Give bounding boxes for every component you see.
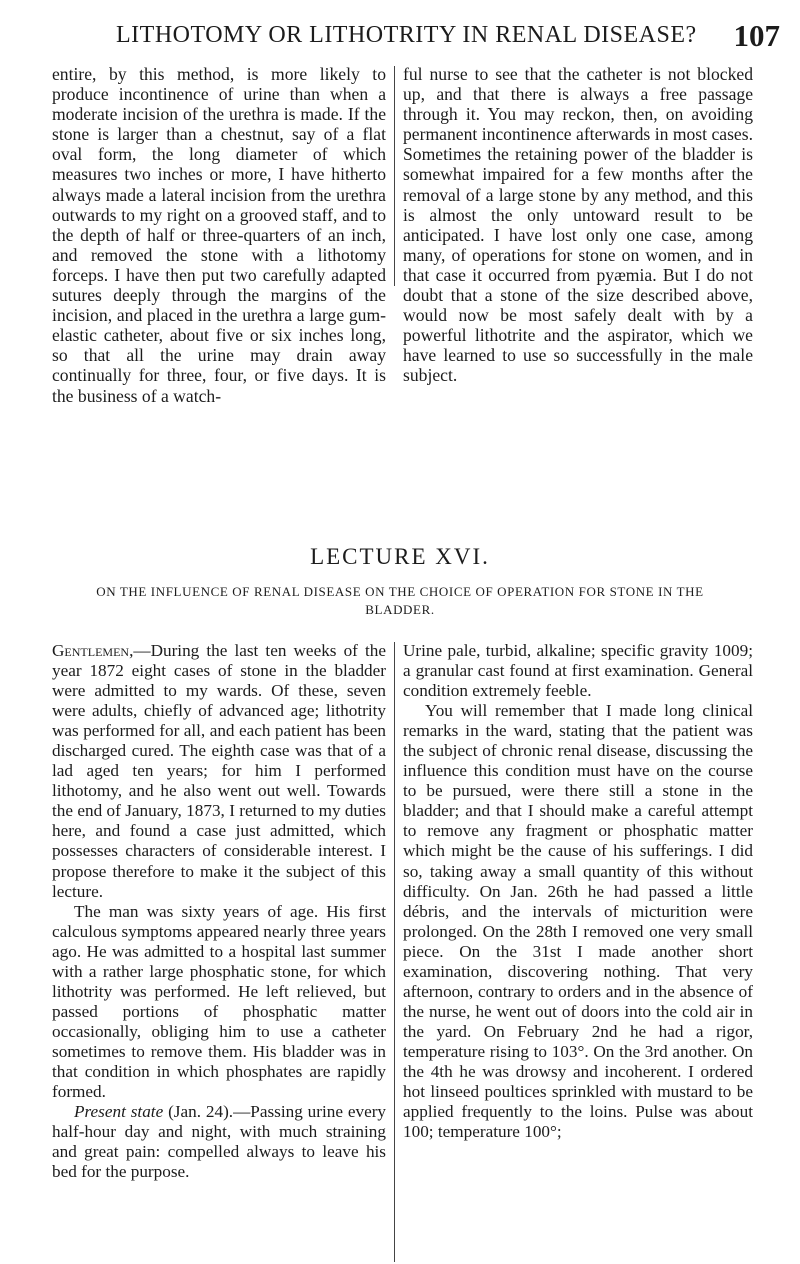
paragraph: ful nurse to see that the catheter is not blocked up, and that there is always a free passage through it. You may reckon, then, on avoiding permanent incontinence afterwards in most cases. Sometimes the retaining power of the bladder is somewhat impaired for a few months after the removal of a large stone by any method, and this is almost the only untoward result to be anticipated. I have lost only one case, among many, of operations for stone on women, and in that case it occurred from pyæmia. But I do not doubt that a stone of the size described above, would now be most safely dealt with by a powerful lithotrite and the aspirator, which we have learned to use so successfully in the male subject.: [403, 64, 753, 386]
running-title: LITHOTOMY OR LITHOTRITY IN RENAL DISEASE?: [116, 22, 697, 48]
paragraph: The man was sixty years of age. His first calculous symptoms appeared nearly three years ago. He was admitted to a hospital last summer with a rather large phosphatic stone, for which lithotrity was performed. He left relieved, but passed portions of phosphatic matter occasionally, obliging him to use a catheter sometimes to remove them. His bladder was in that condition in which phosphates are rapidly formed.: [52, 901, 386, 1102]
lecture-subtitle: ON THE INFLUENCE OF RENAL DISEASE ON THE CHOICE OF OPERATION FOR STONE IN THE BLADDER.: [96, 584, 704, 617]
paragraph: You will remember that I made long clinical remarks in the ward, stating that the patient was the subject of chronic renal disease, discussing the influence this condition must have on the course to be pursued, were there still a stone in the bladder; and that I should make a careful attempt to remove any fragment or phosphatic matter which might be the cause of his sufferings. I did so, taking away a small quantity of this without difficulty. On Jan. 26th he had passed a little débris, and the intervals of micturition were prolonged. On the 28th I removed one very small piece. On the 31st I made another short examination, discovering nothing. That very afternoon, contrary to orders and in the absence of the nurse, he went out of doors into the cold air in the yard. On February 2nd he had a rigor, temperature rising to 103°. On the 3rd another. On the 4th he was drowsy and incoherent. I ordered hot linseed poultices sprinkled with mustard to be applied frequently to the loins. Pulse was about 100; temperature 100°;: [403, 701, 753, 1142]
paragraph: Urine pale, turbid, alkaline; specific gravity 1009; a granular cast found at first examination. General condition extremely feeble.: [403, 641, 753, 701]
top-right-column: [403, 64, 753, 386]
top-left-column: [52, 64, 386, 406]
paragraph: [52, 1102, 386, 1182]
column-divider: [394, 66, 395, 286]
present-state-date: (Jan. 24).: [168, 1102, 234, 1122]
running-head: [40, 18, 780, 58]
bottom-right-column: [403, 641, 753, 1142]
page-number: 107: [733, 18, 780, 53]
present-state-label: Present state: [74, 1102, 164, 1122]
bottom-left-column: [52, 641, 386, 1182]
paragraph: [52, 641, 386, 902]
paragraph-text: —During the last ten weeks of the year 1872 eight cases of stone in the bladder were admitted to my wards. Of these, seven were adults, chiefly of advanced age; lithotrity was performed for all, and each patient has been discharged cured. The eighth case was that of a lad aged ten years; for him I performed lithotomy, and he also went out well. Towards the end of January, 1873, I returned to my duties here, and found a case just admitted, which possesses characters of considerable interest. I propose therefore to make it the subject of this lecture.: [52, 641, 386, 901]
lecture-title: LECTURE XVI.: [310, 544, 490, 569]
paragraph: entire, by this method, is more likely to produce incontinence of urine than when a moderate incision of the urethra is made. If the stone is larger than a chestnut, say of a flat oval form, the long diameter of which measures two inches or more, I have hitherto always made a lateral incision from the urethra outwards to my right on a grooved staff, and to the depth of half or three-quarters of an inch, and removed the stone with a lithotomy forceps. I have then put two carefully adapted sutures deeply through the margins of the incision, and placed in the urethra a large gum-elastic catheter, about five or six inches long, so that all the urine may drain away continually for three, four, or five days. It is the business of a watch-: [52, 64, 386, 406]
salutation: Gentlemen,: [52, 641, 134, 660]
column-divider: [394, 642, 395, 1262]
paragraph-text: —Passing urine every half-hour day and night, with much straining and great pain: compelled always to leave his bed for the purpose.: [52, 1102, 387, 1182]
